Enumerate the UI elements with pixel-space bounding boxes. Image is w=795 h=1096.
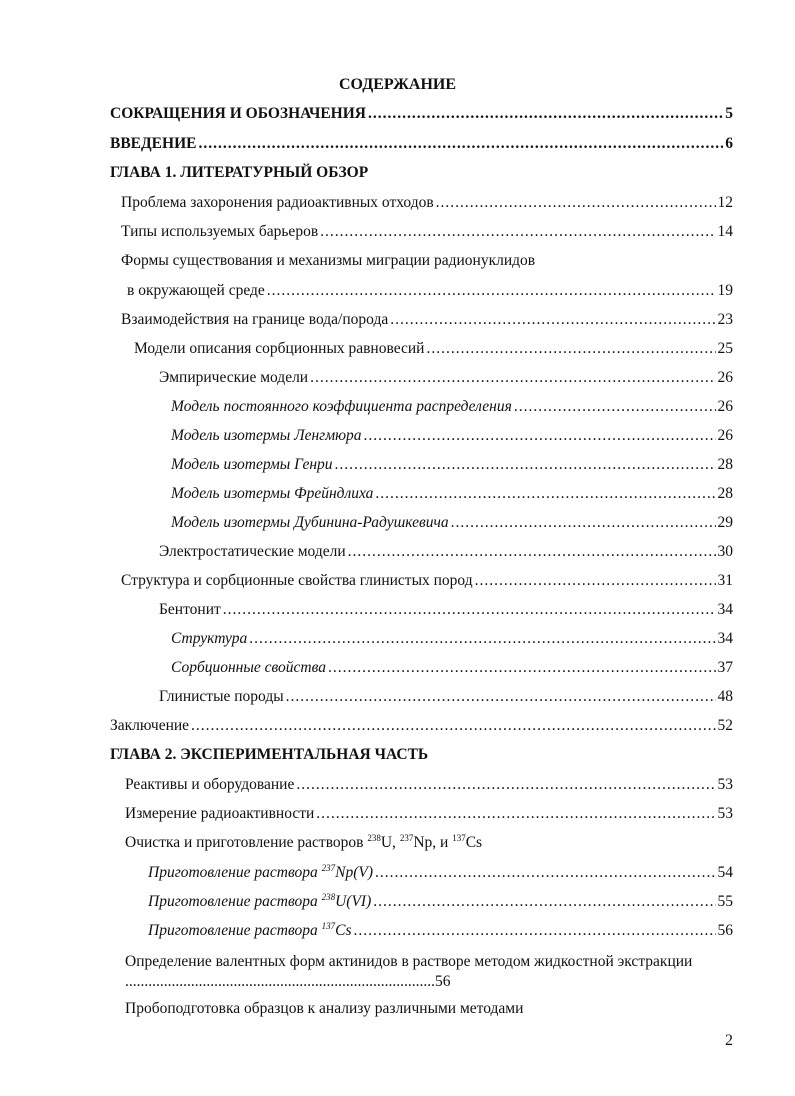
toc-entry-label[interactable]: Формы существования и механизмы миграции радионуклидов [121, 252, 536, 269]
toc-entry-label: Эмпирические модели [159, 369, 309, 386]
toc-entry[interactable] [125, 952, 733, 992]
toc-entry-label: Структура [171, 630, 248, 647]
toc-entry-label: Определение валентных форм актинидов в растворе методом жидкостной экстракции [125, 953, 693, 970]
toc-entry-page: 5 [725, 105, 733, 122]
toc-leader-dots [375, 864, 716, 882]
toc-leader-dots [191, 717, 715, 735]
toc-leader-dots [267, 282, 716, 300]
toc-entry[interactable] [127, 282, 733, 300]
toc-entry-page: 53 [717, 805, 733, 822]
toc-entry-page: 28 [717, 485, 733, 502]
chapter-heading[interactable]: ГЛАВА 1. ЛИТЕРАТУРНЫЙ ОБЗОР [110, 164, 369, 181]
toc-leader-dots [296, 776, 715, 794]
toc-leader-dots [375, 485, 715, 503]
toc-leader-dots [390, 311, 715, 329]
toc-entry[interactable] [159, 369, 733, 387]
chapter-heading[interactable]: ГЛАВА 2. ЭКСПЕРИМЕНТАЛЬНАЯ ЧАСТЬ [110, 746, 429, 763]
toc-entry-page: 26 [717, 369, 733, 386]
toc-entry[interactable] [121, 311, 733, 329]
toc-entry-page: 14 [717, 223, 733, 240]
toc-entry[interactable] [171, 398, 733, 416]
toc-leader-dots [426, 340, 715, 358]
toc-entry-page: 23 [717, 311, 733, 328]
toc-entry-label[interactable]: Пробоподготовка образцов к анализу различными методами [125, 1000, 524, 1017]
toc-entry[interactable] [121, 572, 733, 590]
toc-entry[interactable] [148, 922, 733, 940]
toc-entry[interactable] [134, 340, 733, 358]
page-number: 2 [725, 1032, 733, 1049]
toc-entry-page: 52 [717, 717, 733, 734]
toc-entry-page: 26 [717, 427, 733, 444]
toc-leader-dots [198, 135, 723, 153]
toc-leader-dots [353, 922, 715, 940]
toc-entry-label: Электростатические модели [159, 543, 346, 560]
toc-entry-page: 6 [725, 135, 733, 152]
toc-leader-dots [316, 805, 715, 823]
toc-entry[interactable] [159, 543, 733, 561]
toc-entry-label: Модели описания сорбционных равновесий [134, 340, 425, 357]
toc-entry-label: Структура и сорбционные свойства глинистых пород [121, 572, 473, 589]
toc-leader-dots [223, 601, 716, 619]
toc-leader-dots [348, 543, 716, 561]
toc-entry[interactable] [171, 456, 733, 474]
toc-entry-label: Приготовление раствора $^{237}$Np(V) [148, 863, 373, 881]
toc-entry-page: 12 [717, 194, 733, 211]
toc-leader-dots [364, 427, 716, 445]
toc-leader-dots [249, 630, 715, 648]
toc-entry[interactable] [110, 717, 733, 735]
toc-entry[interactable] [148, 893, 733, 911]
toc-entry-label: СОКРАЩЕНИЯ И ОБОЗНАЧЕНИЯ [110, 105, 366, 122]
toc-leader-dots [436, 194, 716, 212]
toc-entry-label: Заключение [110, 717, 190, 734]
toc-entry-label: Приготовление раствора $^{137}$Cs [148, 921, 352, 939]
toc-entry-page: 53 [717, 776, 733, 793]
toc-entry-page: 26 [717, 398, 733, 415]
toc-leader-dots [368, 105, 723, 123]
toc-entry[interactable] [171, 485, 733, 503]
toc-entry-page: 19 [717, 282, 733, 299]
toc-entry-page: 37 [717, 659, 733, 676]
toc-leader-dots: ................................................................................ [125, 973, 435, 990]
toc-entry[interactable] [148, 864, 733, 882]
toc-entry-label: Модель постоянного коэффициента распределения [171, 398, 512, 415]
toc-entry-label: Проблема захоронения радиоактивных отходов [121, 194, 434, 211]
toc-entry-label[interactable]: Очистка и приготовление растворов $^{238}$U, $^{237}$Np, и $^{137}$Cs [125, 833, 483, 851]
toc-entry[interactable] [110, 105, 733, 123]
toc-entry[interactable] [110, 135, 733, 153]
toc-title: СОДЕРЖАНИЕ [338, 76, 457, 93]
toc-entry-label: Бентонит [159, 601, 221, 618]
toc-entry-page: 30 [717, 543, 733, 560]
toc-entry-page: 56 [435, 973, 451, 990]
toc-leader-dots [328, 659, 716, 677]
toc-entry[interactable] [171, 514, 733, 532]
toc-entry-page: 56 [717, 922, 733, 939]
toc-entry-page: 54 [717, 864, 733, 881]
toc-entry-page: 48 [717, 688, 733, 705]
toc-leader-dots [320, 223, 715, 241]
toc-leader-dots [373, 893, 715, 911]
toc-entry-label: в окружающей среде [127, 282, 265, 299]
toc-entry-label: ВВЕДЕНИЕ [110, 135, 197, 152]
toc-entry-label: Модель изотермы Дубинина-Радушкевича [171, 514, 449, 531]
toc-entry-label: Модель изотермы Фрейндлиха [171, 485, 374, 502]
toc-entry-label: Модель изотермы Ленгмюра [171, 427, 362, 444]
toc-leader-dots [475, 572, 716, 590]
toc-entry-label: Измерение радиоактивности [125, 805, 315, 822]
toc-entry[interactable] [159, 688, 733, 706]
toc-entry[interactable] [125, 805, 733, 823]
toc-leader-dots [451, 514, 716, 532]
toc-entry[interactable] [159, 601, 733, 619]
toc-entry[interactable] [121, 194, 733, 212]
toc-leader-dots [335, 456, 716, 474]
toc-entry-label: Приготовление раствора $^{238}$U(VI) [148, 892, 372, 910]
toc-leader-dots [514, 398, 716, 416]
toc-entry-label: Взаимодействия на границе вода/порода [121, 311, 389, 328]
toc-entry-label: Реактивы и оборудование [125, 776, 295, 793]
toc-leader-dots [286, 688, 716, 706]
toc-entry-page: 29 [717, 514, 733, 531]
toc-leader-dots [310, 369, 715, 387]
toc-entry-page: 55 [717, 893, 733, 910]
toc-entry-label: Типы используемых барьеров [121, 223, 319, 240]
toc-entry-page: 31 [717, 572, 733, 589]
toc-entry[interactable] [171, 427, 733, 445]
toc-entry[interactable] [125, 776, 733, 794]
toc-entry[interactable] [171, 630, 733, 648]
toc-entry-page: 25 [717, 340, 733, 357]
toc-entry[interactable] [121, 223, 733, 241]
toc-entry-wrapped [125, 952, 733, 992]
toc-entry[interactable] [171, 659, 733, 677]
toc-entry-label: Модель изотермы Генри [171, 456, 333, 473]
toc-entry-page: 34 [717, 601, 733, 618]
toc-entry-page: 28 [717, 456, 733, 473]
toc-entry-page: 34 [717, 630, 733, 647]
toc-entry-label: Глинистые породы [159, 688, 284, 705]
toc-entry-label: Сорбционные свойства [171, 659, 326, 676]
